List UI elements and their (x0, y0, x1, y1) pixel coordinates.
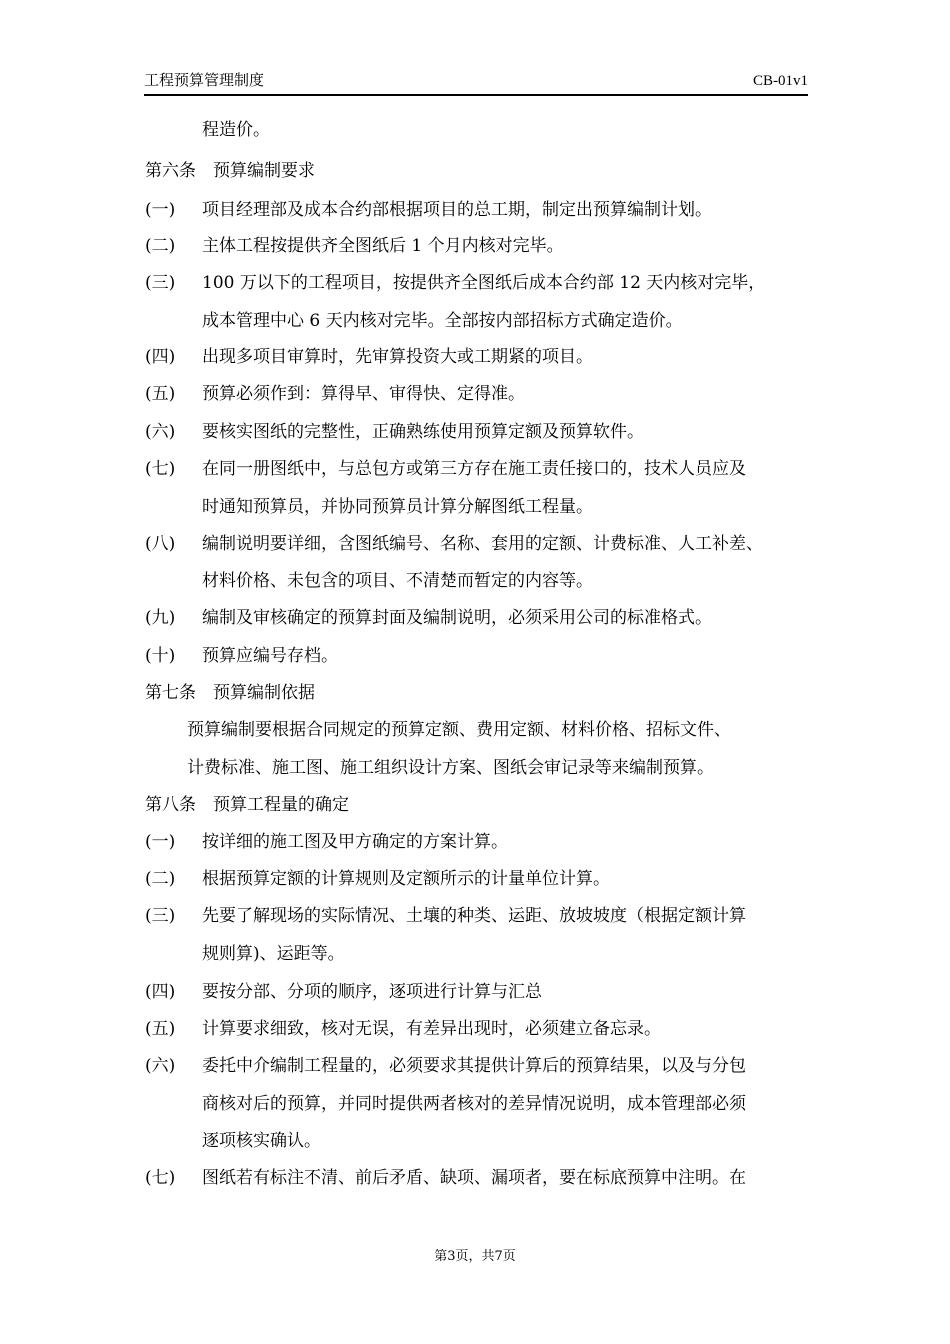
item-number: (七) (145, 459, 176, 479)
item-number: (十) (145, 646, 176, 666)
item-text-continued: 材料价格、未包含的项目、不清楚而暂定的内容等。 (202, 571, 593, 591)
item-number: (三) (145, 273, 176, 293)
item-text: 按详细的施工图及甲方确定的方案计算。 (202, 832, 508, 852)
item-number: (四) (145, 347, 176, 367)
item-number: (五) (145, 384, 176, 404)
item-number: (二) (145, 236, 176, 256)
page-header (144, 66, 808, 96)
item-text: 预算必须作到：算得早、审得快、定得准。 (202, 384, 525, 404)
item-text: 100 万以下的工程项目，按提供齐全图纸后成本合约部 12 天内核对完毕， (202, 273, 766, 293)
item-text: 出现多项目审算时，先审算投资大或工期紧的项目。 (202, 347, 593, 367)
item-text-continued: 成本管理中心 6 天内核对完毕。全部按内部招标方式确定造价。 (202, 311, 683, 331)
page-number-footer: 第3页，共7页 (434, 1249, 516, 1264)
item-text-continued: 商核对后的预算，并同时提供两者核对的差异情况说明，成本管理部必须 (202, 1094, 746, 1114)
article-8-heading: 第八条 预算工程量的确定 (145, 795, 349, 815)
continued-line: 程造价。 (202, 120, 270, 140)
item-text-continued: 时通知预算员，并协同预算员计算分解图纸工程量。 (202, 497, 593, 517)
item-text: 先要了解现场的实际情况、土壤的种类、运距、放坡坡度（根据定额计算 (202, 906, 746, 926)
item-number: (九) (145, 608, 176, 628)
item-text: 委托中介编制工程量的，必须要求其提供计算后的预算结果，以及与分包 (202, 1056, 746, 1076)
item-text: 项目经理部及成本合约部根据项目的总工期，制定出预算编制计划。 (202, 200, 712, 220)
header-title: 工程预算管理制度 (144, 71, 265, 89)
item-number: (二) (145, 869, 176, 889)
item-number: (六) (145, 422, 176, 442)
item-text: 计算要求细致，核对无误，有差异出现时，必须建立备忘录。 (202, 1019, 661, 1039)
article-7-heading: 第七条 预算编制依据 (145, 683, 315, 703)
paragraph-text: 预算编制要根据合同规定的预算定额、费用定额、材料价格、招标文件、 (187, 720, 731, 740)
article-6-heading: 第六条 预算编制要求 (145, 161, 315, 181)
paragraph-text-continued: 计费标准、施工图、施工组织设计方案、图纸会审记录等来编制预算。 (187, 758, 714, 778)
item-text: 主体工程按提供齐全图纸后 1 个月内核对完毕。 (202, 236, 564, 256)
item-number: (一) (145, 832, 176, 852)
item-text: 要核实图纸的完整性，正确熟练使用预算定额及预算软件。 (202, 422, 644, 442)
item-text-continued: 逐项核实确认。 (202, 1131, 321, 1151)
item-number: (七) (145, 1168, 176, 1188)
item-text: 编制说明要详细，含图纸编号、名称、套用的定额、计费标准、人工补差、 (202, 534, 763, 554)
item-number: (三) (145, 906, 176, 926)
item-text: 在同一册图纸中，与总包方或第三方存在施工责任接口的，技术人员应及 (202, 459, 746, 479)
item-number: (八) (145, 534, 176, 554)
item-number: (四) (145, 982, 176, 1002)
item-text: 图纸若有标注不清、前后矛盾、缺项、漏项者，要在标底预算中注明。在 (202, 1168, 746, 1188)
item-text-continued: 规则算)、运距等。 (202, 944, 345, 964)
item-text: 预算应编号存档。 (202, 646, 338, 666)
document-code: CB-01v1 (752, 73, 808, 89)
item-number: (六) (145, 1056, 176, 1076)
item-number: (五) (145, 1019, 176, 1039)
item-text: 编制及审核确定的预算封面及编制说明，必须采用公司的标准格式。 (202, 608, 712, 628)
item-number: (一) (145, 200, 176, 220)
item-text: 要按分部、分项的顺序，逐项进行计算与汇总 (202, 982, 542, 1002)
item-text: 根据预算定额的计算规则及定额所示的计量单位计算。 (202, 869, 610, 889)
